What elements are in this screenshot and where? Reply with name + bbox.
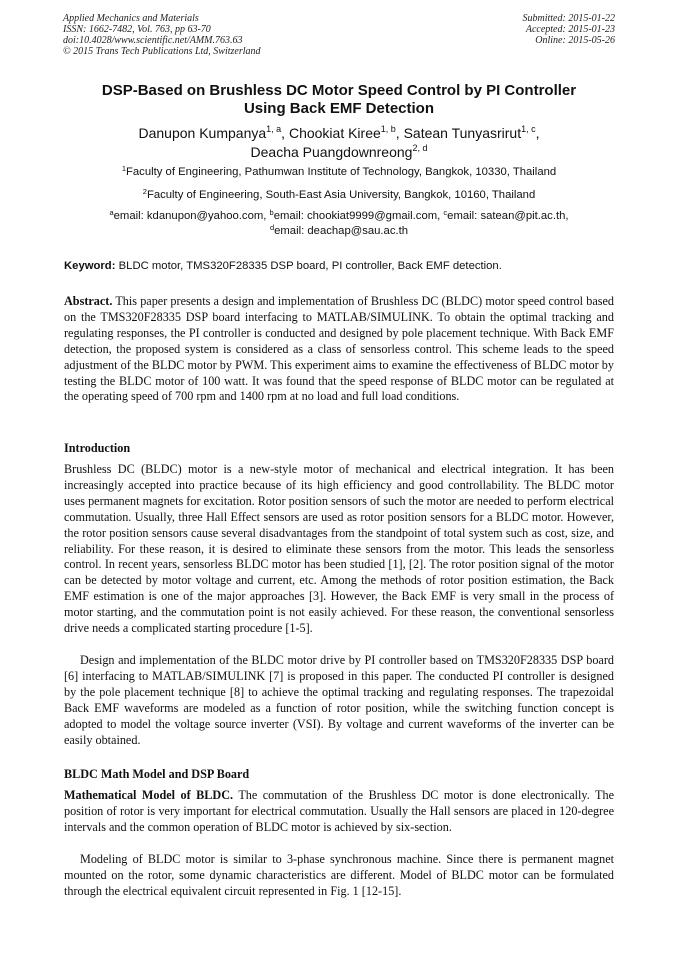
author-name: Satean Tunyasrirut [403,125,522,141]
affiliation-sup: 1 [121,164,126,173]
submission-dates [523,13,616,46]
email-text: email: deachap@sau.ac.th [274,225,409,237]
copyright-line: © 2015 Trans Tech Publications Ltd, Switzerland [63,46,261,57]
accepted-date: Accepted: 2015-01-23 [525,24,615,35]
email-text: email: kdanupon@yahoo.com, [113,210,270,222]
online-date: Online: 2015-05-26 [535,35,615,46]
bldc-paragraph-1-text: The commutation of the Brushless DC motor is done electronically. The position of rotor is very important for electrical commutation. Usually the Hall sensors are placed in 120-degree intervals and the common operation of BLDC motor is achieved by six-section. [64,788,614,834]
email-sup: c [443,208,448,217]
journal-info [63,13,261,57]
author-name: Chookiat Kiree [288,125,381,141]
title-line-1: DSP-Based on Brushless DC Motor Speed Control by PI Controller [101,82,577,99]
keywords [64,260,614,272]
intro-paragraph-2: Design and implementation of the BLDC motor drive by PI controller based on TMS320F28335 DSP board [6] interfacing to MATLAB/SIMULINK [7] is proposed in this paper. The conducted PI controller is designed by the pole placement technique [8] to achieve the optimal tracking and regulating responses. The trapezoidal Back EMF waveforms are modeled as a function of rotor position, while the switching function concept is adopted to model the voltage source inverter (VSI). By voltage and current waveforms of the inverter can be easily obtained. [64,653,614,747]
section-heading-bldc-model: BLDC Math Model and DSP Board [64,767,250,781]
email-text: email: satean@pit.ac.th, [447,210,569,222]
affiliation-2 [64,189,614,201]
author-sup: 2, d [412,143,428,153]
bldc-paragraph-1 [64,788,614,836]
author-list [64,124,614,162]
paper-title [64,82,614,118]
issn-line: ISSN: 1662-7482, Vol. 763, pp 63-70 [63,24,211,35]
email-sup: a [109,208,114,217]
title-line-2: Using Back EMF Detection [243,100,435,117]
keyword-text: BLDC motor, TMS320F28335 DSP board, PI controller, Back EMF detection. [115,260,502,272]
affiliation-1 [64,166,614,178]
keyword-label: Keyword: [64,260,116,272]
author-sup: 1, b [380,124,396,134]
author-sep: , [395,125,404,141]
journal-name: Applied Mechanics and Materials [63,13,199,24]
intro-paragraph-1: Brushless DC (BLDC) motor is a new-style motor of mechanical and electrical integration. It has been increasingly accepted into practice because of its high efficiency and good controllability. The BLDC motor uses permanent magnets for excitation. Rotor position sensors of such the motor are needed to perform electrical commutation. Usually, three Hall Effect sensors are used as rotor position sensors for a BLDC motor. However, the rotor position sensors cause several disadvantages from the standpoint of total system such as cost, size, and reliability. For these reason, it is desired to eliminate these sensors from the motor. This leads the sensorless control. In recent years, sensorless BLDC motor has been studied [1], [2]. The rotor position signal of the motor can be detected by motor voltage and current, etc. Among the methods of rotor position estimation, the Back EMF estimation is one of the major approaches [3]. However, the Back EMF is very small in the process of motor starting, and the commutation point is not easily achieved. For these reason, the conventional sensorless drive needs a complicated starting procedure [1-5]. [64,462,614,636]
subsection-lead: Mathematical Model of BLDC. [64,788,234,802]
abstract-label: Abstract. [64,294,113,308]
author-sup: 1, c [521,124,536,134]
affiliation-sup: 2 [142,187,147,196]
author-sup: 1, a [266,124,282,134]
submitted-date: Submitted: 2015-01-22 [522,13,615,24]
author-name: Deacha Puangdownreong [250,144,413,160]
bldc-paragraph-2: Modeling of BLDC motor is similar to 3-phase synchronous machine. Since there is permanent magnet mounted on the rotor, some dynamic characteristics are different. Model of BLDC motor can be formulated through the electrical equivalent circuit represented in Fig. 1 [12-15]. [64,852,614,898]
email-list [64,209,614,239]
abstract-text: This paper presents a design and implementation of Brushless DC (BLDC) motor speed control based on the TMS320F28335 DSP board interfacing to MATLAB/SIMULINK. To obtain the optimal tracking and regulating responses, the PI controller is conducted and designed by pole placement technique. With Back EMF detection, the proposed system is considered as a class of sensorless control. This scheme leads to the speed adjustment of the BLDC motor by PWM. This experiment aims to examine the effectiveness of BLDC motor by testing the BLDC motor of 100 watt. It was found that the speed response of BLDC motor can be regulated at the operating speed of 700 rpm and 1400 rpm at no load and full load conditions. [64,294,614,404]
email-text: email: chookiat9999@gmail.com, [273,210,444,222]
affiliation-text: Faculty of Engineering, Pathumwan Institute of Technology, Bangkok, 10330, Thailand [125,166,557,178]
abstract [64,294,614,405]
email-sup: b [269,208,274,217]
email-sup: d [269,223,275,232]
doi-line: doi:10.4028/www.scientific.net/AMM.763.63 [63,35,243,46]
author-sep: , [281,125,289,141]
author-name: Danupon Kumpanya [138,125,267,141]
affiliation-text: Faculty of Engineering, South-East Asia University, Bangkok, 10160, Thailand [146,189,536,201]
author-sep: , [535,125,540,141]
section-heading-introduction: Introduction [64,441,131,455]
